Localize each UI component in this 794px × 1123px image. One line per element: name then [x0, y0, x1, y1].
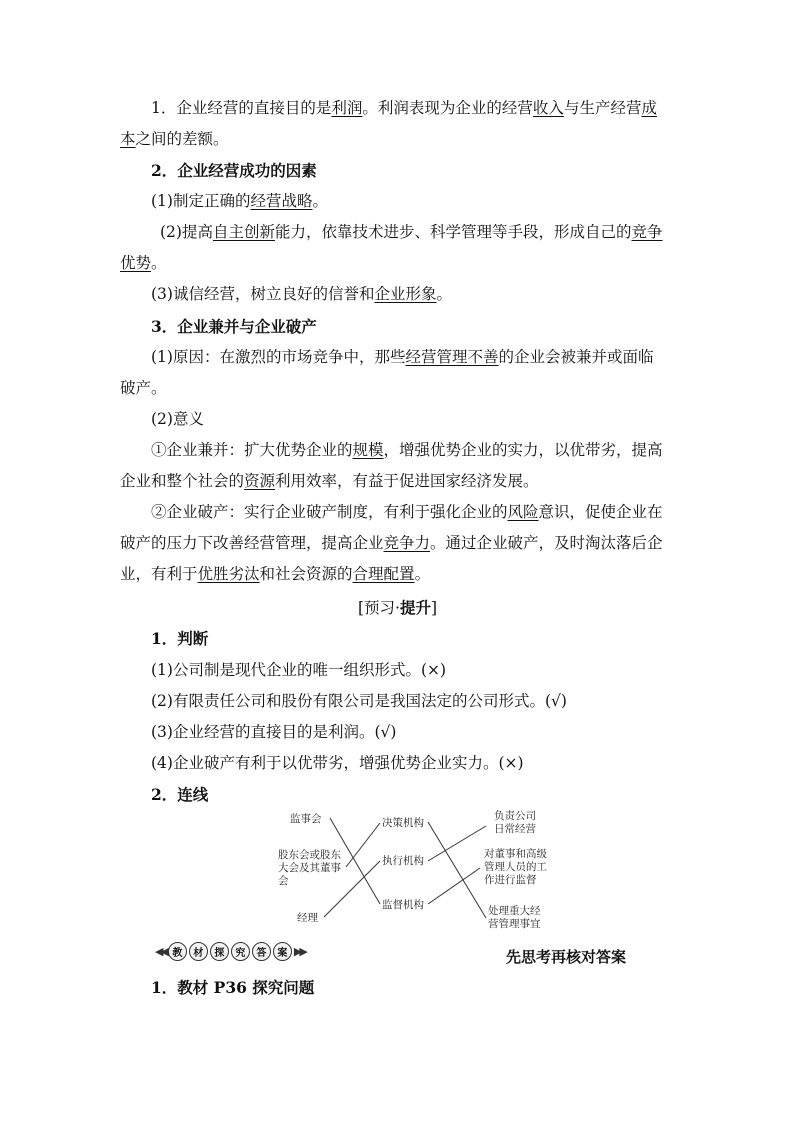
node-oversight-line1: 对董事和高级 — [484, 848, 547, 860]
node-shareholders-line1: 股东会或股东 — [278, 849, 341, 861]
answer-strategy: 经营战略 — [250, 192, 313, 210]
banner-char: 答 — [252, 942, 271, 961]
node-supervision: 监督机构 — [382, 899, 424, 911]
answer-scale: 规模 — [352, 441, 384, 459]
banner-char: 案 — [273, 942, 292, 961]
node-shareholders-line3: 会 — [278, 875, 289, 887]
item3-bankrupt-line1: ②企业破产：实行企业破产制度，有利于强化企业的风险意识，促使企业在 — [151, 503, 663, 521]
answer-income: 收入 — [532, 99, 564, 117]
node-oversight-line2: 管理人员的工 — [484, 861, 547, 873]
answer-profit: 利润 — [331, 99, 363, 117]
arrow-right-icon: ▶▶ — [293, 945, 305, 958]
judge-item: (1)公司制是现代企业的唯一组织形式。(×) — [151, 661, 447, 679]
answer-image: 企业形象 — [374, 285, 437, 303]
answer-survival: 优胜劣汰 — [197, 565, 260, 583]
answer-allocation: 合理配置 — [352, 565, 415, 583]
answer-cost: 本 — [120, 130, 136, 148]
answer-competitiveness: 竞争力 — [383, 534, 431, 552]
item2-s2-line2: 优势。 — [120, 254, 167, 272]
node-major-line2: 营管理事宜 — [488, 918, 541, 930]
judge-item: (2)有限责任公司和股份有限公司是我国法定的公司形式。(√) — [151, 692, 567, 710]
judge-title: 1．判断 — [151, 629, 209, 648]
judge-item: (4)企业破产有利于以优带劣，增强优势企业实力。(×) — [151, 754, 524, 772]
node-daily-ops-line1: 负责公司 — [494, 810, 536, 822]
item2-s2-line1: (2)提高自主创新能力，依靠技术进步、科学管理等手段，形成自己的竞争 — [160, 223, 663, 241]
connector-line — [330, 818, 380, 904]
banner-char: 材 — [189, 942, 208, 961]
matching-diagram — [0, 805, 794, 945]
answer-advantage: 优势 — [120, 254, 152, 272]
item1-line2: 本之间的差额。 — [120, 130, 229, 148]
textbook-answer-banner — [155, 942, 305, 961]
textbook-question-title: 1．教材 P36 探究问题 — [151, 978, 315, 997]
item2-s3: (3)诚信经营，树立良好的信誉和企业形象。 — [151, 285, 452, 303]
item3-merge-line1: ①企业兼并：扩大优势企业的规模，增强优势企业的实力，以优带劣，提高 — [151, 441, 663, 459]
connector-line — [346, 823, 380, 867]
judge-item: (3)企业经营的直接目的是利润。(√) — [151, 723, 397, 741]
banner-char: 探 — [210, 942, 229, 961]
preview-header: [预习·提升] — [357, 598, 438, 617]
node-oversight-line3: 作进行监督 — [484, 874, 537, 886]
banner-char: 究 — [231, 942, 250, 961]
item2-title: 2．企业经营成功的因素 — [151, 161, 317, 180]
node-daily-ops-line2: 日常经营 — [494, 823, 536, 835]
answer-poor-management: 经营管理不善 — [405, 348, 499, 366]
item3-bankrupt-line2: 破产的压力下改善经营管理，提高企业竞争力。通过企业破产，及时淘汰落后企 — [120, 534, 663, 552]
connector-line — [428, 868, 480, 904]
node-major-line1: 处理重大经 — [488, 905, 541, 917]
banner-char: 教 — [168, 942, 187, 961]
answer-innovation: 自主创新 — [212, 223, 275, 241]
link-title: 2．连线 — [151, 785, 209, 804]
item2-s1: (1)制定正确的经营战略。 — [151, 192, 328, 210]
item3-reason-line2: 破产。 — [120, 379, 167, 397]
item3-significance-title: (2)意义 — [151, 410, 204, 428]
answer-risk: 风险 — [507, 503, 539, 521]
think-first-note: 先思考再核对答案 — [506, 948, 627, 966]
arrow-left-icon: ◀◀ — [155, 945, 166, 958]
item3-reason-line1: (1)原因：在激烈的市场竞争中，那些经营管理不善的企业会被兼并或面临 — [151, 348, 654, 366]
answer-resource: 资源 — [244, 472, 276, 490]
item3-merge-line2: 企业和整个社会的资源利用效率，有益于促进国家经济发展。 — [120, 472, 539, 490]
node-execution: 执行机构 — [382, 855, 424, 867]
item3-bankrupt-line3: 业，有利于优胜劣汰和社会资源的合理配置。 — [120, 565, 431, 583]
item1-line1: 1．企业经营的直接目的是利润。利润表现为企业的经营收入与生产经营成 — [151, 99, 657, 117]
node-shareholders-line2: 大会及其董事 — [278, 862, 341, 874]
node-manager: 经理 — [297, 912, 318, 924]
node-supervisory-board: 监事会 — [290, 813, 322, 825]
connector-line — [428, 826, 486, 861]
item3-title: 3．企业兼并与企业破产 — [151, 317, 317, 336]
node-decision: 决策机构 — [382, 817, 424, 829]
